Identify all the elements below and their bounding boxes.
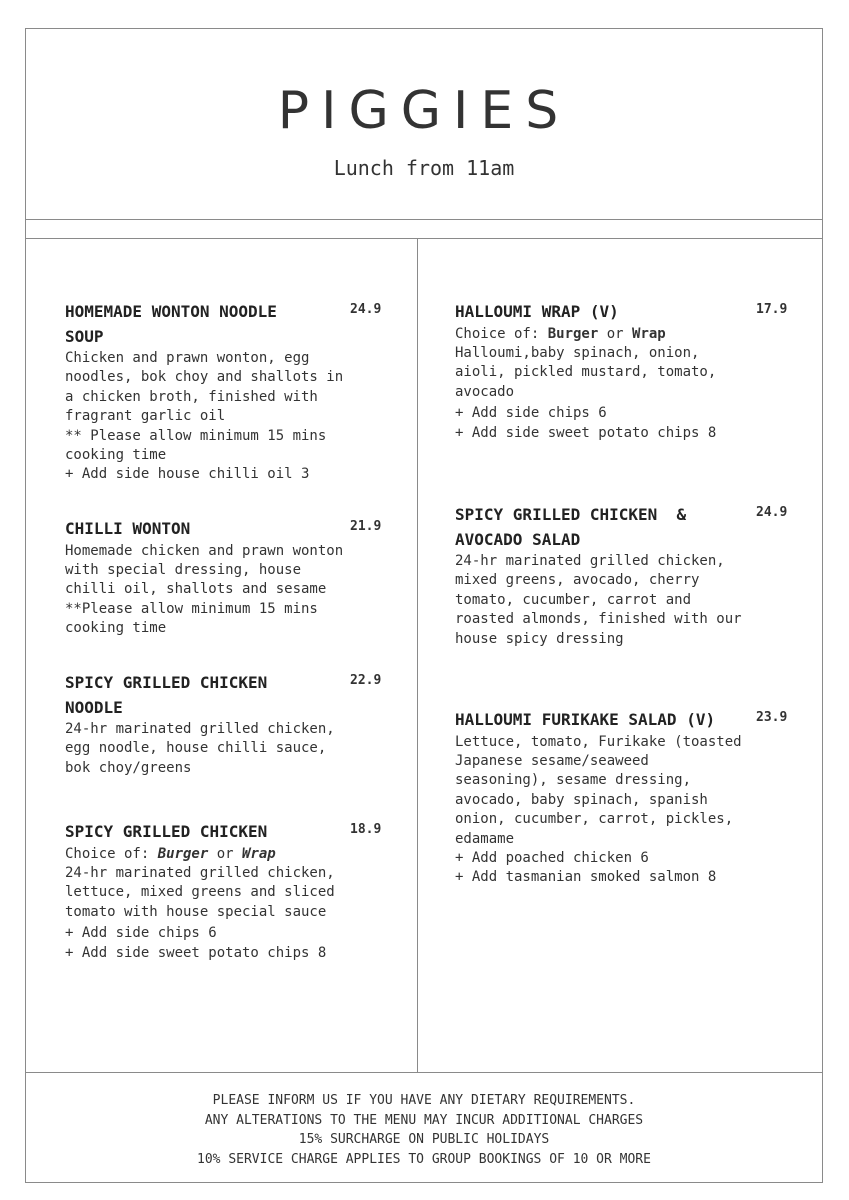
item-name: SPICY GRILLED CHICKEN NOODLE: [65, 673, 268, 717]
menu-item-chilli-wonton: [65, 517, 385, 639]
menu-item-spicy-grilled-chicken: [65, 820, 385, 963]
item-name: SPICY GRILLED CHICKEN: [65, 822, 268, 841]
header-divider: [26, 238, 822, 239]
item-price: 17.9: [756, 302, 788, 317]
item-name: HALLOUMI WRAP (V): [455, 302, 619, 321]
item-description: 24-hr marinated grilled chicken, mixed greens, avocado, cherry tomato, cucumber, carrot and roasted almonds, finished with our house spicy dressing: [455, 553, 742, 647]
item-price: 23.9: [756, 710, 788, 725]
footer-divider: [26, 1072, 822, 1073]
menu-item-halloumi-furikake-salad: [455, 708, 800, 888]
item-name: HALLOUMI FURIKAKE SALAD (V): [455, 710, 716, 729]
menu-item-halloumi-wrap: [455, 300, 795, 443]
item-choice: Choice of: Burger or Wrap: [455, 325, 666, 342]
menu-subtitle: Lunch from 11am: [333, 156, 515, 180]
item-price: 22.9: [350, 673, 382, 688]
item-name: SPICY GRILLED CHICKEN & AVOCADO SALAD: [455, 505, 687, 549]
item-name: HOMEMADE WONTON NOODLE SOUP: [65, 302, 277, 346]
column-divider: [417, 238, 418, 1072]
menu-footer: PLEASE INFORM US IF YOU HAVE ANY DIETARY REQUIREMENTS. ANY ALTERATIONS TO THE MENU MAY INCUR ADDITIONAL CHARGES 15% SURCHARGE ON PUBLIC HOLIDAYS 10% SERVICE CHARGE APPLIES TO GROUP BOOKINGS OF 10 OR MORE: [197, 1093, 651, 1167]
item-description: Choice of: Burger or Wrap Halloumi,baby spinach, onion, aioli, pickled mustard, tomato, avocado: [455, 325, 795, 403]
menu-item-chicken-avocado-salad: [455, 503, 795, 649]
item-description: Chicken and prawn wonton, egg noodles, bok choy and shallots in a chicken broth, finished with fragrant garlic oil ** Please allow minimum 15 mins cooking time + Add side house chilli oil 3: [65, 350, 344, 483]
menu-item-wonton-noodle-soup: [65, 300, 385, 485]
item-description: 24-hr marinated grilled chicken, egg noodle, house chilli sauce, bok choy/greens: [65, 721, 335, 776]
item-description: Homemade chicken and prawn wonton with special dressing, house chilli oil, shallots and sesame **Please allow minimum 15 mins cooking time: [65, 542, 344, 637]
item-choice: Choice of: Burger or Wrap: [65, 845, 276, 862]
item-price: 21.9: [350, 519, 382, 534]
menu-header: [26, 29, 822, 220]
item-price: 24.9: [350, 302, 382, 317]
item-extras: + Add side chips 6 + Add side sweet potato chips 8: [65, 925, 327, 961]
item-extras: + Add side chips 6 + Add side sweet potato chips 8: [455, 405, 717, 441]
item-description: Choice of: Burger or Wrap 24-hr marinated grilled chicken, lettuce, mixed greens and sliced tomato with house special sauce: [65, 845, 385, 923]
item-name: CHILLI WONTON: [65, 519, 191, 538]
menu-item-spicy-chicken-noodle: [65, 671, 385, 778]
restaurant-title: PIGGIES: [277, 81, 571, 141]
item-price: 24.9: [756, 505, 788, 520]
menu-frame: [25, 28, 823, 1183]
item-description: Lettuce, tomato, Furikake (toasted Japanese sesame/seaweed seasoning), sesame dressing, avocado, baby spinach, spanish onion, cucumber, carrot, pickles, edamame + Add poached chicken 6 + Add tasmanian smoked salmon 8: [455, 733, 742, 886]
item-price: 18.9: [350, 822, 382, 837]
